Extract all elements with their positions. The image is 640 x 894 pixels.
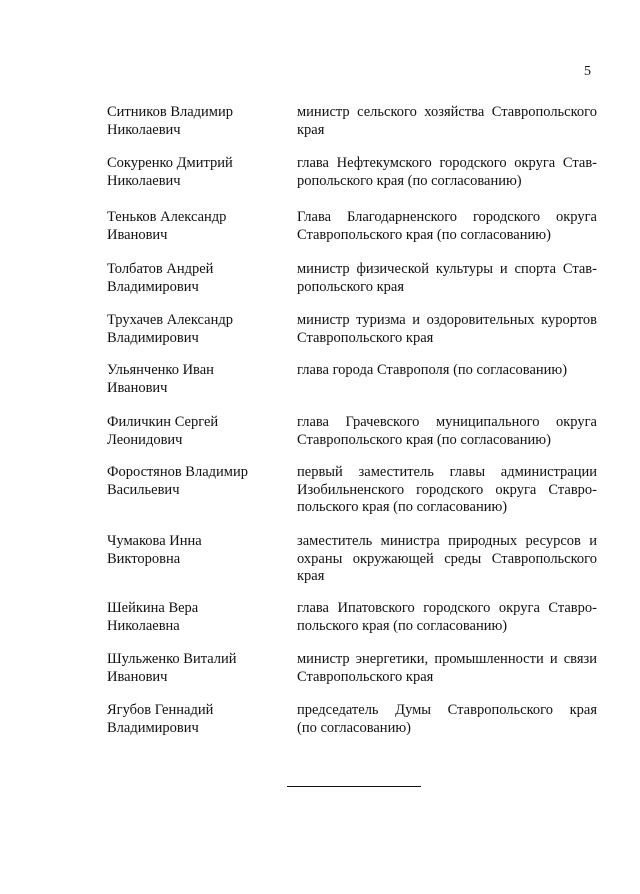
position-line: охраны окружающей среды Ставропольского [297, 550, 597, 567]
member-name [107, 104, 282, 139]
position-line: Ставропольского края [297, 329, 434, 346]
position-line: заместитель министра природных ресурсов и [297, 533, 597, 549]
member-name [107, 651, 282, 686]
member-patronymic: Иванович [107, 379, 168, 396]
position-line: министр туризма и оздоровительных курортов [297, 312, 597, 328]
member-name [107, 155, 282, 190]
position-line: Изобильненского городского округа Ставро- [297, 481, 597, 498]
end-of-list-rule [287, 786, 421, 787]
member-surname-first-name: Трухачев Александр [107, 312, 233, 328]
position-line: глава Грачевского муниципального округа [297, 414, 597, 430]
member-patronymic: Николаевич [107, 172, 181, 189]
position-line: глава города Ставрополя (по согласованию) [297, 362, 568, 378]
member-name [107, 702, 282, 737]
position-line: Ставропольского края (по согласованию) [297, 226, 551, 243]
member-surname-first-name: Ульянченко Иван [107, 362, 214, 378]
member-surname-first-name: Ситников Владимир [107, 104, 233, 120]
member-position [297, 155, 597, 190]
member-patronymic: Владимирович [107, 278, 199, 295]
position-line: Ставропольского края (по согласованию) [297, 431, 551, 448]
page-number: 5 [584, 64, 591, 79]
position-line: польского края (по согласованию) [297, 617, 508, 634]
position-line: Глава Благодарненского городского округа [297, 209, 597, 225]
member-position [297, 600, 597, 635]
member-name [107, 600, 282, 635]
member-patronymic: Владимирович [107, 719, 199, 736]
member-position [297, 464, 597, 517]
member-position [297, 261, 597, 296]
member-patronymic: Николаевич [107, 121, 181, 138]
member-surname-first-name: Форостянов Владимир [107, 464, 248, 480]
member-patronymic: Викторовна [107, 550, 181, 567]
position-line: министр энергетики, промышленности и связи [297, 651, 597, 667]
position-line: министр физической культуры и спорта Став- [297, 261, 597, 277]
member-name [107, 209, 282, 244]
member-patronymic: Иванович [107, 668, 168, 685]
member-patronymic: Владимирович [107, 329, 199, 346]
position-line: края [297, 121, 325, 138]
member-patronymic: Иванович [107, 226, 168, 243]
member-surname-first-name: Ягубов Геннадий [107, 702, 214, 718]
member-name [107, 312, 282, 347]
member-name [107, 261, 282, 296]
member-name [107, 362, 282, 397]
member-position [297, 651, 597, 686]
member-position [297, 104, 597, 139]
member-name [107, 414, 282, 449]
member-position [297, 702, 597, 737]
member-patronymic: Николаевна [107, 617, 180, 634]
member-name [107, 533, 282, 568]
position-line: глава Нефтекумского городского округа Став- [297, 155, 597, 171]
member-surname-first-name: Шейкина Вера [107, 600, 199, 616]
member-surname-first-name: Толбатов Андрей [107, 261, 214, 277]
member-position [297, 209, 597, 244]
member-name [107, 464, 282, 499]
member-position [297, 533, 597, 586]
position-line: министр сельского хозяйства Ставропольского [297, 104, 597, 120]
member-surname-first-name: Теньков Александр [107, 209, 227, 225]
member-position [297, 312, 597, 347]
position-line: председатель Думы Ставропольского края [297, 702, 597, 718]
member-patronymic: Леонидович [107, 431, 183, 448]
position-line: Ставропольского края [297, 668, 434, 685]
position-line: первый заместитель главы администрации [297, 464, 597, 480]
member-surname-first-name: Шульженко Виталий [107, 651, 237, 667]
position-line: ропольского края [297, 278, 405, 295]
position-line: ропольского края (по согласованию) [297, 172, 522, 189]
position-line: (по согласованию) [297, 719, 411, 736]
position-line: края [297, 568, 325, 584]
position-line: глава Ипатовского городского округа Ставро- [297, 600, 597, 616]
member-position [297, 414, 597, 449]
member-surname-first-name: Сокуренко Дмитрий [107, 155, 233, 171]
member-position [297, 362, 597, 380]
member-surname-first-name: Филичкин Сергей [107, 414, 219, 430]
member-patronymic: Васильевич [107, 481, 180, 498]
member-surname-first-name: Чумакова Инна [107, 533, 202, 549]
position-line: польского края (по согласованию) [297, 499, 508, 515]
